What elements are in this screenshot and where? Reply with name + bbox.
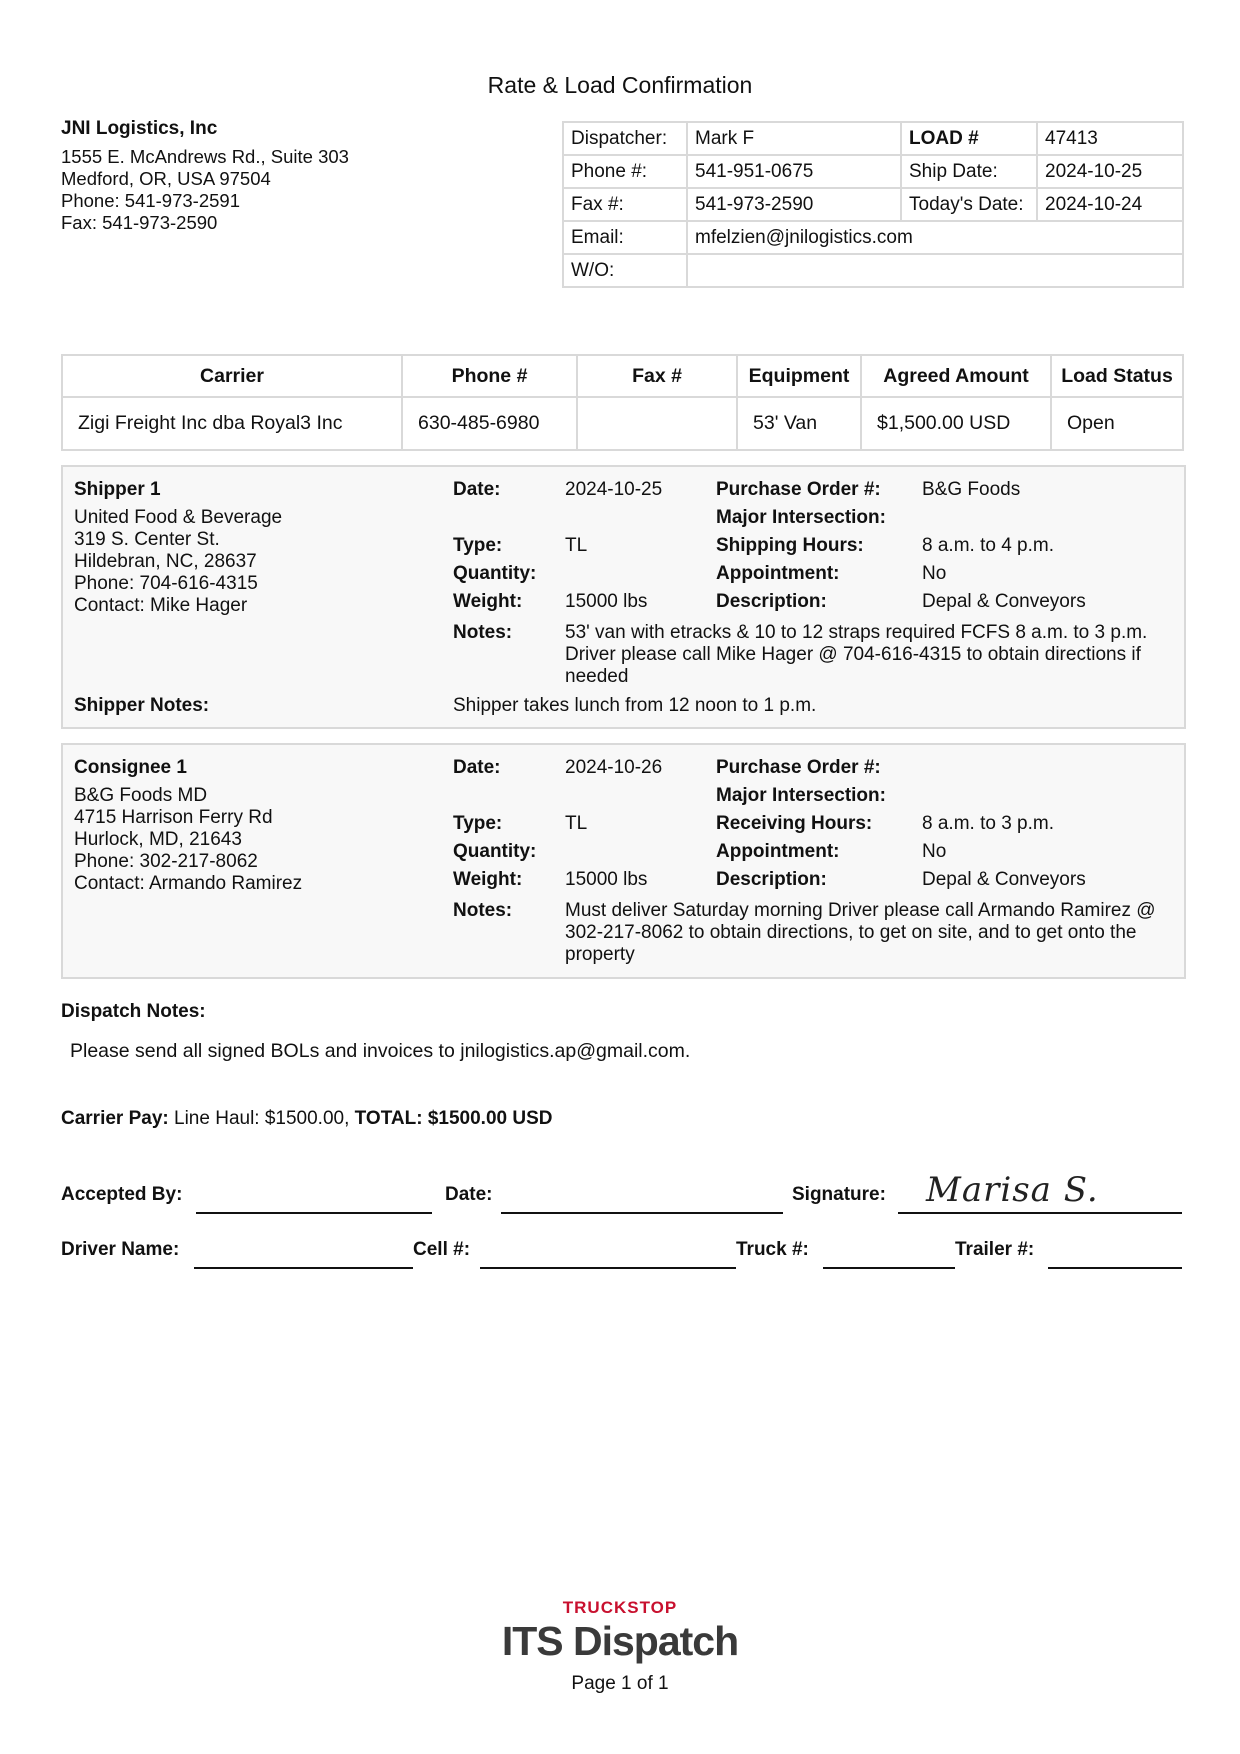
header-equipment: Equipment (737, 355, 861, 397)
fax-value: 541-973-2590 (687, 188, 901, 221)
shipper-description-label: Description: (716, 591, 827, 612)
company-address-2: Medford, OR, USA 97504 (61, 168, 271, 189)
shipper-type-label: Type: (453, 535, 503, 556)
shipper-type: TL (565, 535, 588, 556)
shipper-po: B&G Foods (922, 479, 1021, 500)
consignee-po-label: Purchase Order #: (716, 757, 881, 778)
shipper-block (61, 465, 1186, 729)
carrier-row (62, 397, 1183, 450)
shipper-notes-text: Shipper takes lunch from 12 noon to 1 p.m. (453, 695, 817, 716)
consignee-line-2: 4715 Harrison Ferry Rd (74, 807, 273, 828)
email-value: mfelzien@jnilogistics.com (687, 221, 1183, 254)
carrier-name: Zigi Freight Inc dba Royal3 Inc (62, 397, 402, 450)
page-number: Page 1 of 1 (571, 1673, 669, 1694)
carrier-table (61, 354, 1184, 451)
truck-line[interactable] (823, 1245, 955, 1269)
consignee-hours: 8 a.m. to 3 p.m. (922, 813, 1054, 834)
company-address-1: 1555 E. McAndrews Rd., Suite 303 (61, 146, 349, 167)
shipper-date: 2024-10-25 (565, 479, 663, 500)
dispatch-notes-text: Please send all signed BOLs and invoices to jnilogistics.ap@gmail.com. (70, 1040, 691, 1062)
cell-label: Cell #: (413, 1239, 471, 1260)
driver-name-line[interactable] (194, 1245, 413, 1269)
phone-value: 541-951-0675 (687, 155, 901, 188)
consignee-line-3: Hurlock, MD, 21643 (74, 829, 242, 850)
shipper-notes-label: Notes: (453, 622, 513, 643)
shipper-major-intersection-label: Major Intersection: (716, 507, 886, 528)
wo-value (687, 254, 1183, 287)
header-fax: Fax # (577, 355, 737, 397)
header-agreed-amount: Agreed Amount (861, 355, 1051, 397)
fax-label: Fax #: (563, 188, 687, 221)
carrier-header-row (62, 355, 1183, 397)
consignee-appointment-label: Appointment: (716, 841, 840, 862)
shipper-weight: 15000 lbs (565, 591, 648, 612)
consignee-line-5: Contact: Armando Ramirez (74, 873, 303, 894)
header-phone: Phone # (402, 355, 577, 397)
shipper-hours-label: Shipping Hours: (716, 535, 864, 556)
shipper-appointment: No (922, 563, 947, 584)
consignee-type-label: Type: (453, 813, 503, 834)
trailer-line[interactable] (1048, 1245, 1182, 1269)
consignee-address (74, 785, 302, 895)
shipper-notes-heading: Shipper Notes: (74, 695, 210, 716)
trailer-label: Trailer #: (955, 1239, 1035, 1260)
shipper-line-1: United Food & Beverage (74, 507, 283, 528)
consignee-notes-label: Notes: (453, 900, 513, 921)
consignee-notes: Must deliver Saturday morning Driver please call Armando Ramirez @ 302-217-8062 to obtain directions, to get on site, and to get onto the property (565, 900, 1156, 965)
wo-label: W/O: (563, 254, 687, 287)
consignee-major-intersection-label: Major Intersection: (716, 785, 886, 806)
carrier-pay-line-haul: Line Haul: $1500.00, (174, 1108, 350, 1129)
shipper-hours: 8 a.m. to 4 p.m. (922, 535, 1054, 556)
dispatcher-value: Mark F (687, 122, 901, 155)
carrier-pay-label: Carrier Pay: (61, 1108, 169, 1129)
shipper-po-label: Purchase Order #: (716, 479, 881, 500)
consignee-description-label: Description: (716, 869, 827, 890)
consignee-weight: 15000 lbs (565, 869, 648, 890)
ship-date-value: 2024-10-25 (1037, 155, 1183, 188)
carrier-agreed-amount: $1,500.00 USD (861, 397, 1051, 450)
company-name: JNI Logistics, Inc (61, 118, 218, 139)
company-block (61, 118, 349, 234)
carrier-load-status: Open (1051, 397, 1183, 450)
todays-date-value: 2024-10-24 (1037, 188, 1183, 221)
carrier-phone: 630-485-6980 (402, 397, 577, 450)
accept-date-label: Date: (445, 1184, 493, 1205)
ship-date-label: Ship Date: (901, 155, 1037, 188)
consignee-line-1: B&G Foods MD (74, 785, 208, 806)
shipper-line-4: Phone: 704-616-4315 (74, 573, 258, 594)
company-phone: Phone: 541-973-2591 (61, 190, 240, 211)
carrier-equipment: 53' Van (737, 397, 861, 450)
shipper-line-2: 319 S. Center St. (74, 529, 220, 550)
shipper-quantity-label: Quantity: (453, 563, 537, 584)
carrier-fax (577, 397, 737, 450)
consignee-line-4: Phone: 302-217-8062 (74, 851, 258, 872)
truckstop-logo: TRUCKSTOP (562, 1598, 678, 1617)
accepted-by-line[interactable] (196, 1190, 432, 1214)
accepted-by-label: Accepted By: (61, 1184, 183, 1205)
page-title: Rate & Load Confirmation (487, 72, 753, 98)
header-load-status: Load Status (1051, 355, 1183, 397)
signature-label: Signature: (792, 1184, 886, 1205)
consignee-type: TL (565, 813, 588, 834)
its-dispatch-logo: ITS Dispatch (501, 1618, 739, 1664)
consignee-block (61, 743, 1186, 979)
carrier-pay-total: TOTAL: $1500.00 USD (354, 1108, 553, 1129)
consignee-heading: Consignee 1 (74, 757, 187, 778)
shipper-line-3: Hildebran, NC, 28637 (74, 551, 257, 572)
shipper-weight-label: Weight: (453, 591, 523, 612)
consignee-appointment: No (922, 841, 947, 862)
shipper-notes: 53' van with etracks & 10 to 12 straps required FCFS 8 a.m. to 3 p.m. Driver please call Mike Hager @ 704-616-4315 to obtain directions if needed (565, 622, 1148, 687)
shipper-line-5: Contact: Mike Hager (74, 595, 248, 616)
company-fax: Fax: 541-973-2590 (61, 212, 218, 233)
consignee-date: 2024-10-26 (565, 757, 663, 778)
shipper-appointment-label: Appointment: (716, 563, 840, 584)
email-label: Email: (563, 221, 687, 254)
dispatch-table (562, 121, 1184, 288)
driver-name-label: Driver Name: (61, 1239, 180, 1260)
signature: Marisa S. (926, 1170, 1099, 1210)
carrier-pay (61, 1108, 552, 1130)
consignee-quantity-label: Quantity: (453, 841, 537, 862)
truck-label: Truck #: (736, 1239, 809, 1260)
consignee-date-label: Date: (453, 757, 501, 778)
consignee-hours-label: Receiving Hours: (716, 813, 873, 834)
consignee-weight-label: Weight: (453, 869, 523, 890)
accept-date-line[interactable] (501, 1190, 783, 1214)
consignee-description: Depal & Conveyors (922, 869, 1086, 890)
shipper-description: Depal & Conveyors (922, 591, 1086, 612)
dispatcher-label: Dispatcher: (563, 122, 687, 155)
load-label: LOAD # (901, 122, 1037, 155)
todays-date-label: Today's Date: (901, 188, 1037, 221)
shipper-heading: Shipper 1 (74, 479, 161, 500)
shipper-date-label: Date: (453, 479, 501, 500)
load-value: 47413 (1037, 122, 1183, 155)
phone-label: Phone #: (563, 155, 687, 188)
cell-line[interactable] (480, 1245, 736, 1269)
header-carrier: Carrier (62, 355, 402, 397)
dispatch-notes-label: Dispatch Notes: (61, 1001, 206, 1022)
shipper-address (74, 507, 282, 617)
